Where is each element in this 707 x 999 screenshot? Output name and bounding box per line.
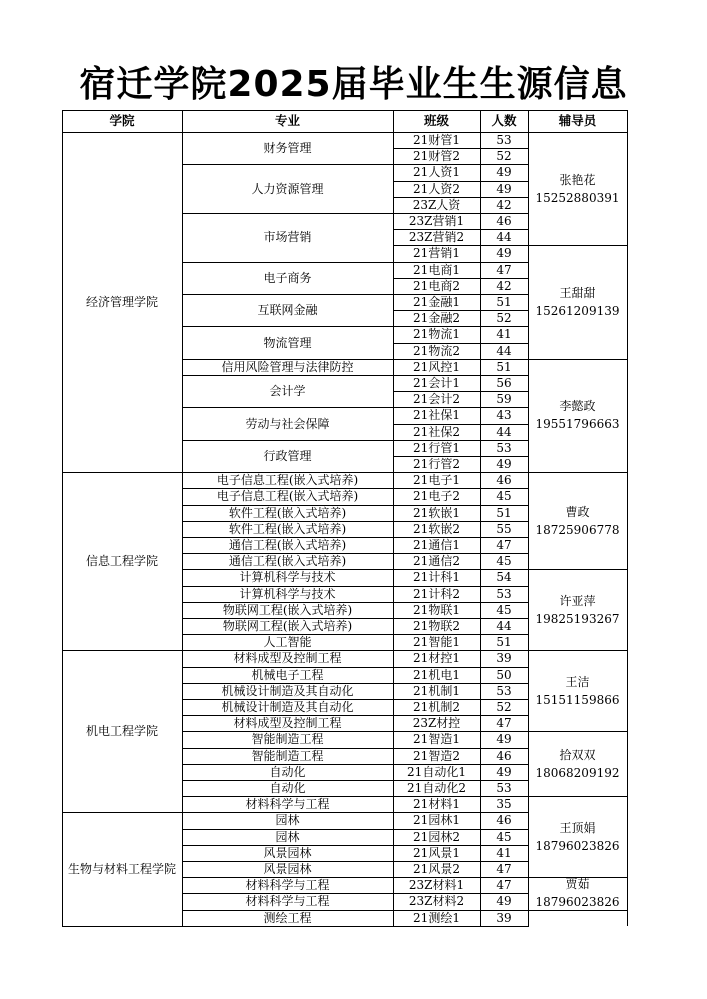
table-rule (627, 110, 628, 926)
class-cell: 21软嵌1 (413, 505, 460, 520)
advisor-cell (528, 650, 627, 731)
class-cell: 21风景1 (413, 845, 460, 860)
table-rule (62, 110, 628, 111)
advisor-cell (528, 132, 627, 245)
major-cell: 材料科学与工程 (245, 894, 330, 909)
college-cell (62, 926, 182, 942)
header-college: 学院 (109, 113, 135, 128)
class-cell: 21行管1 (413, 440, 460, 455)
class-cell: 21物流1 (413, 327, 460, 342)
major-cell: 材料科学与工程 (245, 797, 330, 812)
major-cell: 机械电子工程 (251, 667, 324, 682)
advisor-phone: 18068209192 (535, 765, 620, 780)
count-cell: 59 (496, 392, 512, 407)
count-cell: 46 (496, 813, 512, 828)
class-cell: 21园林2 (413, 829, 460, 844)
class-cell: 21社保2 (413, 424, 460, 439)
class-cell: 21自动化1 (407, 764, 466, 779)
count-cell: 51 (496, 359, 512, 374)
major-cell: 软件工程(嵌入式培养) (228, 521, 347, 536)
major-cell: 电子信息工程(嵌入式培养) (216, 489, 359, 504)
class-cell: 21电子1 (413, 473, 460, 488)
count-cell: 44 (496, 343, 512, 358)
advisor-cell (528, 569, 627, 650)
class-cell: 23Z材料2 (408, 894, 465, 909)
count-cell: 45 (496, 489, 512, 504)
count-cell: 43 (496, 408, 512, 423)
major-cell: 计算机科学与技术 (239, 570, 336, 585)
class-cell: 21会计2 (413, 392, 460, 407)
major-cell: 智能制造工程 (251, 748, 324, 763)
advisor-phone: 18725906778 (535, 522, 620, 537)
class-cell: 21物联1 (413, 602, 460, 617)
count-cell: 47 (496, 878, 512, 893)
major-cell: 电子信息工程(嵌入式培养) (216, 473, 359, 488)
class-cell: 21电商2 (413, 278, 460, 293)
class-cell: 21财管2 (413, 149, 460, 164)
advisor-name: 李懿政 (559, 399, 596, 414)
header-advisor: 辅导员 (558, 113, 597, 128)
count-cell: 51 (496, 505, 512, 520)
advisor-cell (528, 731, 627, 796)
advisor-cell (528, 472, 627, 569)
major-cell: 物联网工程(嵌入式培养) (222, 602, 353, 617)
count-cell: 39 (496, 910, 512, 925)
count-cell: 47 (496, 716, 512, 731)
class-cell: 21营销1 (413, 246, 460, 261)
count-cell: 45 (496, 829, 512, 844)
major-cell: 市场营销 (263, 230, 312, 245)
count-cell: 49 (496, 246, 512, 261)
count-cell: 46 (496, 748, 512, 763)
class-cell: 21软嵌2 (413, 521, 460, 536)
count-cell: 49 (496, 181, 512, 196)
major-cell: 自动化 (269, 764, 306, 779)
count-cell: 53 (496, 133, 512, 148)
count-cell: 49 (496, 894, 512, 909)
advisor-name: 贾茹 (565, 877, 590, 892)
class-cell: 23Z材控 (412, 716, 461, 731)
class-cell: 21金融2 (413, 311, 460, 326)
class-cell: 21风控1 (413, 359, 460, 374)
count-cell: 52 (496, 700, 512, 715)
class-cell: 21材控1 (413, 651, 460, 666)
major-cell: 风景园林 (263, 845, 312, 860)
major-cell: 互联网金融 (257, 303, 318, 318)
count-cell: 52 (496, 311, 512, 326)
count-cell: 47 (496, 262, 512, 277)
class-cell: 21智造2 (413, 748, 460, 763)
class-cell: 21园林1 (413, 813, 460, 828)
count-cell: 44 (496, 619, 512, 634)
count-cell: 53 (496, 781, 512, 796)
class-cell: 21社保1 (413, 408, 460, 423)
count-cell: 45 (496, 554, 512, 569)
class-cell: 21通信1 (413, 538, 460, 553)
advisor-name: 王顶娟 (559, 820, 596, 835)
count-cell: 55 (496, 521, 512, 536)
advisor-cell (528, 796, 627, 877)
major-cell: 软件工程(嵌入式培养) (228, 505, 347, 520)
count-cell: 46 (496, 473, 512, 488)
count-cell: 56 (496, 376, 512, 391)
major-cell: 材料成型及控制工程 (233, 716, 342, 731)
table-rule (480, 110, 481, 926)
class-cell: 21物联2 (413, 619, 460, 634)
count-cell: 46 (496, 214, 512, 229)
class-cell: 21会计1 (413, 376, 460, 391)
header-class: 班级 (423, 113, 449, 128)
count-cell: 53 (496, 440, 512, 455)
count-cell: 49 (496, 165, 512, 180)
advisor-cell (528, 359, 627, 472)
class-cell: 21智能1 (413, 635, 460, 650)
major-cell: 物联网工程(嵌入式培养) (222, 619, 353, 634)
advisor-phone: 19825193267 (535, 611, 620, 626)
major-cell: 财务管理 (263, 141, 312, 156)
class-cell: 23Z材料1 (408, 878, 465, 893)
advisor-phone: 18796023826 (535, 838, 620, 853)
advisor-cell (528, 245, 627, 358)
advisor-name: 王洁 (565, 674, 590, 689)
table-rule (393, 926, 529, 927)
class-cell: 21智造1 (413, 732, 460, 747)
page-title: 宿迁学院2025届毕业生生源信息 (79, 64, 628, 105)
count-cell: 44 (496, 424, 512, 439)
class-cell: 21计科2 (413, 586, 460, 601)
major-cell: 计算机科学与技术 (239, 586, 336, 601)
count-cell: 41 (496, 845, 512, 860)
college-cell: 生物与材料工程学院 (67, 862, 176, 877)
major-cell: 风景园林 (263, 862, 312, 877)
class-cell: 21机制2 (413, 700, 460, 715)
class-cell: 21人资2 (413, 181, 460, 196)
major-cell: 材料成型及控制工程 (233, 651, 342, 666)
advisor-cell (528, 877, 627, 909)
major-cell: 机械设计制造及其自动化 (221, 700, 354, 715)
major-cell: 测绘工程 (263, 910, 312, 925)
count-cell: 51 (496, 295, 512, 310)
count-cell: 53 (496, 683, 512, 698)
college-cell: 经济管理学院 (85, 295, 158, 310)
count-cell: 45 (496, 602, 512, 617)
class-cell: 21电商1 (413, 262, 460, 277)
major-cell: 智能制造工程 (251, 732, 324, 747)
table-rule (182, 926, 394, 927)
class-cell: 21机电1 (413, 667, 460, 682)
major-cell: 园林 (275, 813, 300, 828)
header-count: 人数 (491, 113, 517, 128)
count-cell: 53 (496, 586, 512, 601)
class-cell: 21行管2 (413, 457, 460, 472)
table-rule (393, 110, 394, 926)
count-cell: 49 (496, 764, 512, 779)
class-cell: 23Z人资 (412, 197, 461, 212)
class-cell: 21通信2 (413, 554, 460, 569)
college-cell: 机电工程学院 (85, 724, 158, 739)
advisor-name: 张艳花 (559, 172, 596, 187)
major-cell: 劳动与社会保障 (245, 416, 330, 431)
class-cell: 21金融1 (413, 295, 460, 310)
count-cell: 54 (496, 570, 512, 585)
major-cell: 会计学 (269, 384, 306, 399)
class-cell: 23Z营销2 (408, 230, 465, 245)
class-cell: 21计科1 (413, 570, 460, 585)
table-rule (528, 110, 529, 926)
class-cell: 21机制1 (413, 683, 460, 698)
advisor-phone: 15151159866 (535, 692, 620, 707)
count-cell: 42 (496, 197, 512, 212)
count-cell: 35 (496, 797, 512, 812)
advisor-name: 曹政 (565, 504, 590, 519)
major-cell: 信用风险管理与法律防控 (221, 359, 354, 374)
count-cell: 52 (496, 149, 512, 164)
class-cell: 21物流2 (413, 343, 460, 358)
advisor-phone: 18796023826 (535, 895, 620, 910)
header-major: 专业 (274, 113, 300, 128)
count-cell: 44 (496, 230, 512, 245)
advisor-name: 许亚萍 (559, 593, 596, 608)
class-cell: 21测绘1 (413, 910, 460, 925)
college-cell: 信息工程学院 (85, 554, 158, 569)
advisor-name: 拾双双 (559, 747, 596, 762)
count-cell: 42 (496, 278, 512, 293)
class-cell: 21财管1 (413, 133, 460, 148)
count-cell: 41 (496, 327, 512, 342)
count-cell: 50 (496, 667, 512, 682)
count-cell: 39 (496, 651, 512, 666)
class-cell: 21风景2 (413, 862, 460, 877)
table-rule (62, 110, 63, 926)
major-cell: 通信工程(嵌入式培养) (228, 554, 347, 569)
class-cell: 21人资1 (413, 165, 460, 180)
advisor-phone: 15252880391 (535, 190, 620, 205)
count-cell: 49 (496, 457, 512, 472)
major-cell: 行政管理 (263, 448, 312, 463)
major-cell: 电子商务 (263, 270, 312, 285)
table-rule (528, 910, 628, 911)
major-cell: 物流管理 (263, 335, 312, 350)
major-cell: 人力资源管理 (251, 181, 324, 196)
advisor-phone: 15261209139 (535, 304, 620, 319)
class-cell: 21材料1 (413, 797, 460, 812)
advisor-name: 王甜甜 (559, 286, 596, 301)
major-cell: 机械设计制造及其自动化 (221, 683, 354, 698)
class-cell: 23Z营销1 (408, 214, 465, 229)
class-cell: 21自动化2 (407, 781, 466, 796)
count-cell: 51 (496, 635, 512, 650)
advisor-phone: 19551796663 (535, 417, 620, 432)
major-cell: 通信工程(嵌入式培养) (228, 538, 347, 553)
major-cell: 人工智能 (263, 635, 312, 650)
table-rule (182, 110, 183, 926)
major-cell: 自动化 (269, 781, 306, 796)
class-cell: 21电子2 (413, 489, 460, 504)
count-cell: 49 (496, 732, 512, 747)
major-cell: 园林 (275, 829, 300, 844)
major-cell: 材料科学与工程 (245, 878, 330, 893)
count-cell: 47 (496, 538, 512, 553)
count-cell: 47 (496, 862, 512, 877)
